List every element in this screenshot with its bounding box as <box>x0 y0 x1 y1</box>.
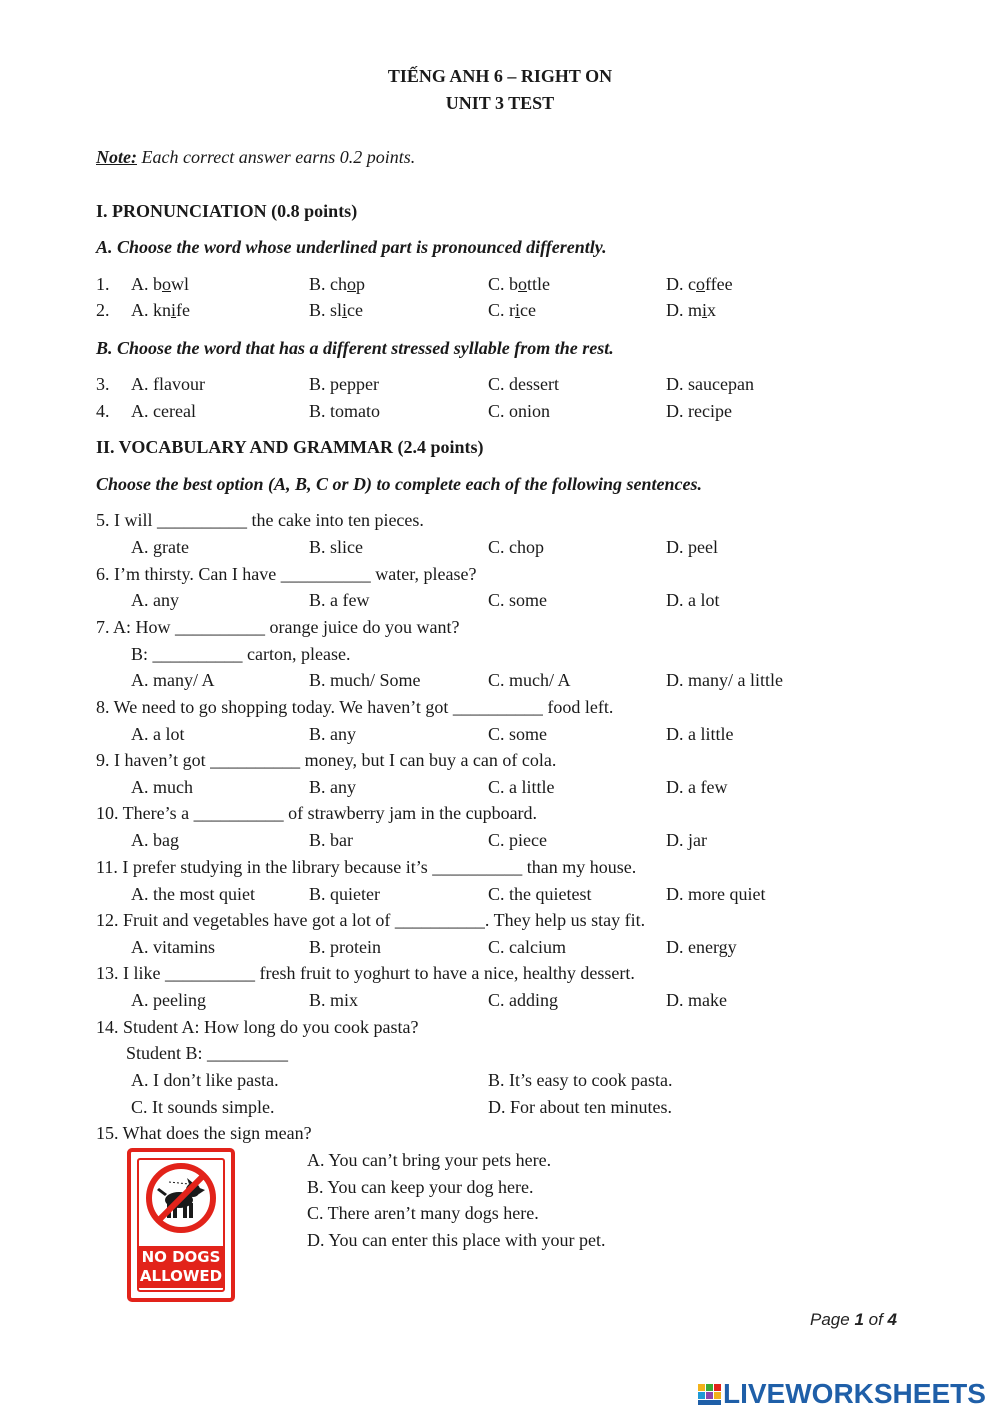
option-d[interactable]: D. a lot <box>666 590 720 610</box>
option-c[interactable]: C. piece <box>488 830 547 850</box>
worksheet-title: TIẾNG ANH 6 – RIGHT ON <box>387 66 613 86</box>
question-11-options <box>0 882 1000 906</box>
note-label: Note: <box>96 147 137 167</box>
option-c[interactable]: C. bottle <box>488 274 551 294</box>
question-1 <box>0 272 1000 296</box>
option-c[interactable]: C. rice <box>488 300 536 320</box>
option-a[interactable]: A. a lot <box>131 724 185 744</box>
option-a[interactable]: A. grate <box>131 537 189 557</box>
question-5-stem: 5. I will __________ the cake into ten pieces. <box>96 510 424 530</box>
question-7-options <box>0 668 1000 692</box>
option-d[interactable]: D. more quiet <box>666 884 766 904</box>
question-5-options <box>0 535 1000 559</box>
section-vocabulary-grammar: II. VOCABULARY AND GRAMMAR (2.4 points) <box>96 437 484 457</box>
option-c[interactable]: C. much/ A <box>488 670 571 690</box>
page-number: Page 1 of 4 <box>810 1310 897 1329</box>
option-d[interactable]: D. For about ten minutes. <box>488 1097 672 1117</box>
question-14-stem-b: Student B: _________ <box>126 1043 289 1063</box>
question-number: 2. <box>96 300 110 320</box>
question-9-stem: 9. I haven’t got __________ money, but I can buy a can of cola. <box>96 750 557 770</box>
option-b[interactable]: B. any <box>309 777 356 797</box>
option-a[interactable]: A. bag <box>131 830 179 850</box>
question-14-stem: 14. Student A: How long do you cook pasta? <box>96 1017 419 1037</box>
instruction-pronunciation-b: B. Choose the word that has a different stressed syllable from the rest. <box>96 338 614 358</box>
option-c[interactable]: C. some <box>488 724 548 744</box>
note <box>96 146 415 168</box>
question-14-options-cd <box>0 1095 1000 1119</box>
no-dogs-sign <box>127 1148 235 1302</box>
option-a[interactable]: A. peeling <box>131 990 206 1010</box>
option-b[interactable]: B. slice <box>309 537 363 557</box>
sign-line-2: ALLOWED <box>139 1267 223 1285</box>
option-a[interactable]: A. You can’t bring your pets here. <box>307 1150 552 1170</box>
option-c[interactable]: C. a little <box>488 777 555 797</box>
option-c[interactable]: C. adding <box>488 990 558 1010</box>
option-a[interactable]: A. knife <box>131 300 190 320</box>
question-12-stem: 12. Fruit and vegetables have got a lot of __________. They help us stay fit. <box>96 910 646 930</box>
option-b[interactable]: B. bar <box>309 830 353 850</box>
question-number: 1. <box>96 274 110 294</box>
option-b[interactable]: B. protein <box>309 937 381 957</box>
option-d[interactable]: D. many/ a little <box>666 670 783 690</box>
option-d[interactable]: D. saucepan <box>666 374 754 394</box>
option-b[interactable]: B. pepper <box>309 374 379 394</box>
question-10-stem: 10. There’s a __________ of strawberry jam in the cupboard. <box>96 803 538 823</box>
question-9-options <box>0 775 1000 799</box>
sign-line-1: NO DOGS <box>141 1248 221 1266</box>
option-a[interactable]: A. any <box>131 590 179 610</box>
unit-title: UNIT 3 TEST <box>445 93 555 113</box>
option-d[interactable]: D. coffee <box>666 274 733 294</box>
option-b[interactable]: B. mix <box>309 990 359 1010</box>
sign-label <box>137 1246 225 1288</box>
option-b[interactable]: B. any <box>309 724 356 744</box>
option-a[interactable]: A. bowl <box>131 274 189 294</box>
question-12-options <box>0 935 1000 959</box>
question-6-stem: 6. I’m thirsty. Can I have __________ water, please? <box>96 564 477 584</box>
question-6-options <box>0 588 1000 612</box>
question-15-stem: 15. What does the sign mean? <box>96 1123 312 1143</box>
option-a[interactable]: A. the most quiet <box>131 884 255 904</box>
question-8-options <box>0 722 1000 746</box>
no-dog-icon <box>143 1160 219 1236</box>
question-7-stem-b: B: __________ carton, please. <box>131 644 351 664</box>
option-d[interactable]: D. a little <box>666 724 734 744</box>
option-a[interactable]: A. vitamins <box>131 937 215 957</box>
option-a[interactable]: A. many/ A <box>131 670 215 690</box>
option-d[interactable]: D. jar <box>666 830 707 850</box>
option-d[interactable]: D. You can enter this place with your pet. <box>307 1230 606 1250</box>
question-14-options-ab <box>0 1068 1000 1092</box>
option-a[interactable]: A. flavour <box>131 374 205 394</box>
question-number: 4. <box>96 401 110 421</box>
option-d[interactable]: D. peel <box>666 537 718 557</box>
option-c[interactable]: C. onion <box>488 401 551 421</box>
question-number: 3. <box>96 374 110 394</box>
option-c[interactable]: C. the quietest <box>488 884 592 904</box>
question-11-stem: 11. I prefer studying in the library because it’s __________ than my house. <box>96 857 637 877</box>
instruction-vocabulary: Choose the best option (A, B, C or D) to complete each of the following sentences. <box>96 474 702 494</box>
option-b[interactable]: B. slice <box>309 300 364 320</box>
option-b[interactable]: B. much/ Some <box>309 670 421 690</box>
option-c[interactable]: C. dessert <box>488 374 559 394</box>
option-c[interactable]: C. There aren’t many dogs here. <box>307 1203 539 1223</box>
question-7-stem: 7. A: How __________ orange juice do you want? <box>96 617 460 637</box>
option-d[interactable]: D. mix <box>666 300 717 320</box>
option-c[interactable]: C. calcium <box>488 937 566 957</box>
option-b[interactable]: B. You can keep your dog here. <box>307 1177 534 1197</box>
option-c[interactable]: C. chop <box>488 537 544 557</box>
question-8-stem: 8. We need to go shopping today. We haven’t got __________ food left. <box>96 697 614 717</box>
question-2 <box>0 298 1000 322</box>
brand-name: LIVEWORKSHEETS <box>723 1378 986 1409</box>
question-4 <box>0 399 1000 423</box>
option-a[interactable]: A. much <box>131 777 193 797</box>
option-b[interactable]: B. chop <box>309 274 365 294</box>
option-d[interactable]: D. a few <box>666 777 728 797</box>
instruction-pronunciation-a: A. Choose the word whose underlined part is pronounced differently. <box>96 237 607 257</box>
option-d[interactable]: D. make <box>666 990 727 1010</box>
liveworksheets-logo-icon <box>697 1381 723 1407</box>
option-c[interactable]: C. It sounds simple. <box>131 1097 275 1117</box>
question-13-stem: 13. I like __________ fresh fruit to yoghurt to have a nice, healthy dessert. <box>96 963 635 983</box>
question-13-options <box>0 988 1000 1012</box>
question-3 <box>0 372 1000 396</box>
option-d[interactable]: D. recipe <box>666 401 732 421</box>
option-b[interactable]: B. tomato <box>309 401 380 421</box>
option-b[interactable]: B. a few <box>309 590 370 610</box>
question-10-options <box>0 828 1000 852</box>
option-a[interactable]: A. I don’t like pasta. <box>131 1070 279 1090</box>
option-a[interactable]: A. cereal <box>131 401 196 421</box>
option-c[interactable]: C. some <box>488 590 548 610</box>
option-d[interactable]: D. energy <box>666 937 737 957</box>
section-pronunciation: I. PRONUNCIATION (0.8 points) <box>96 201 358 221</box>
option-b[interactable]: B. It’s easy to cook pasta. <box>488 1070 673 1090</box>
note-text: Each correct answer earns 0.2 points. <box>136 147 416 167</box>
option-b[interactable]: B. quieter <box>309 884 380 904</box>
